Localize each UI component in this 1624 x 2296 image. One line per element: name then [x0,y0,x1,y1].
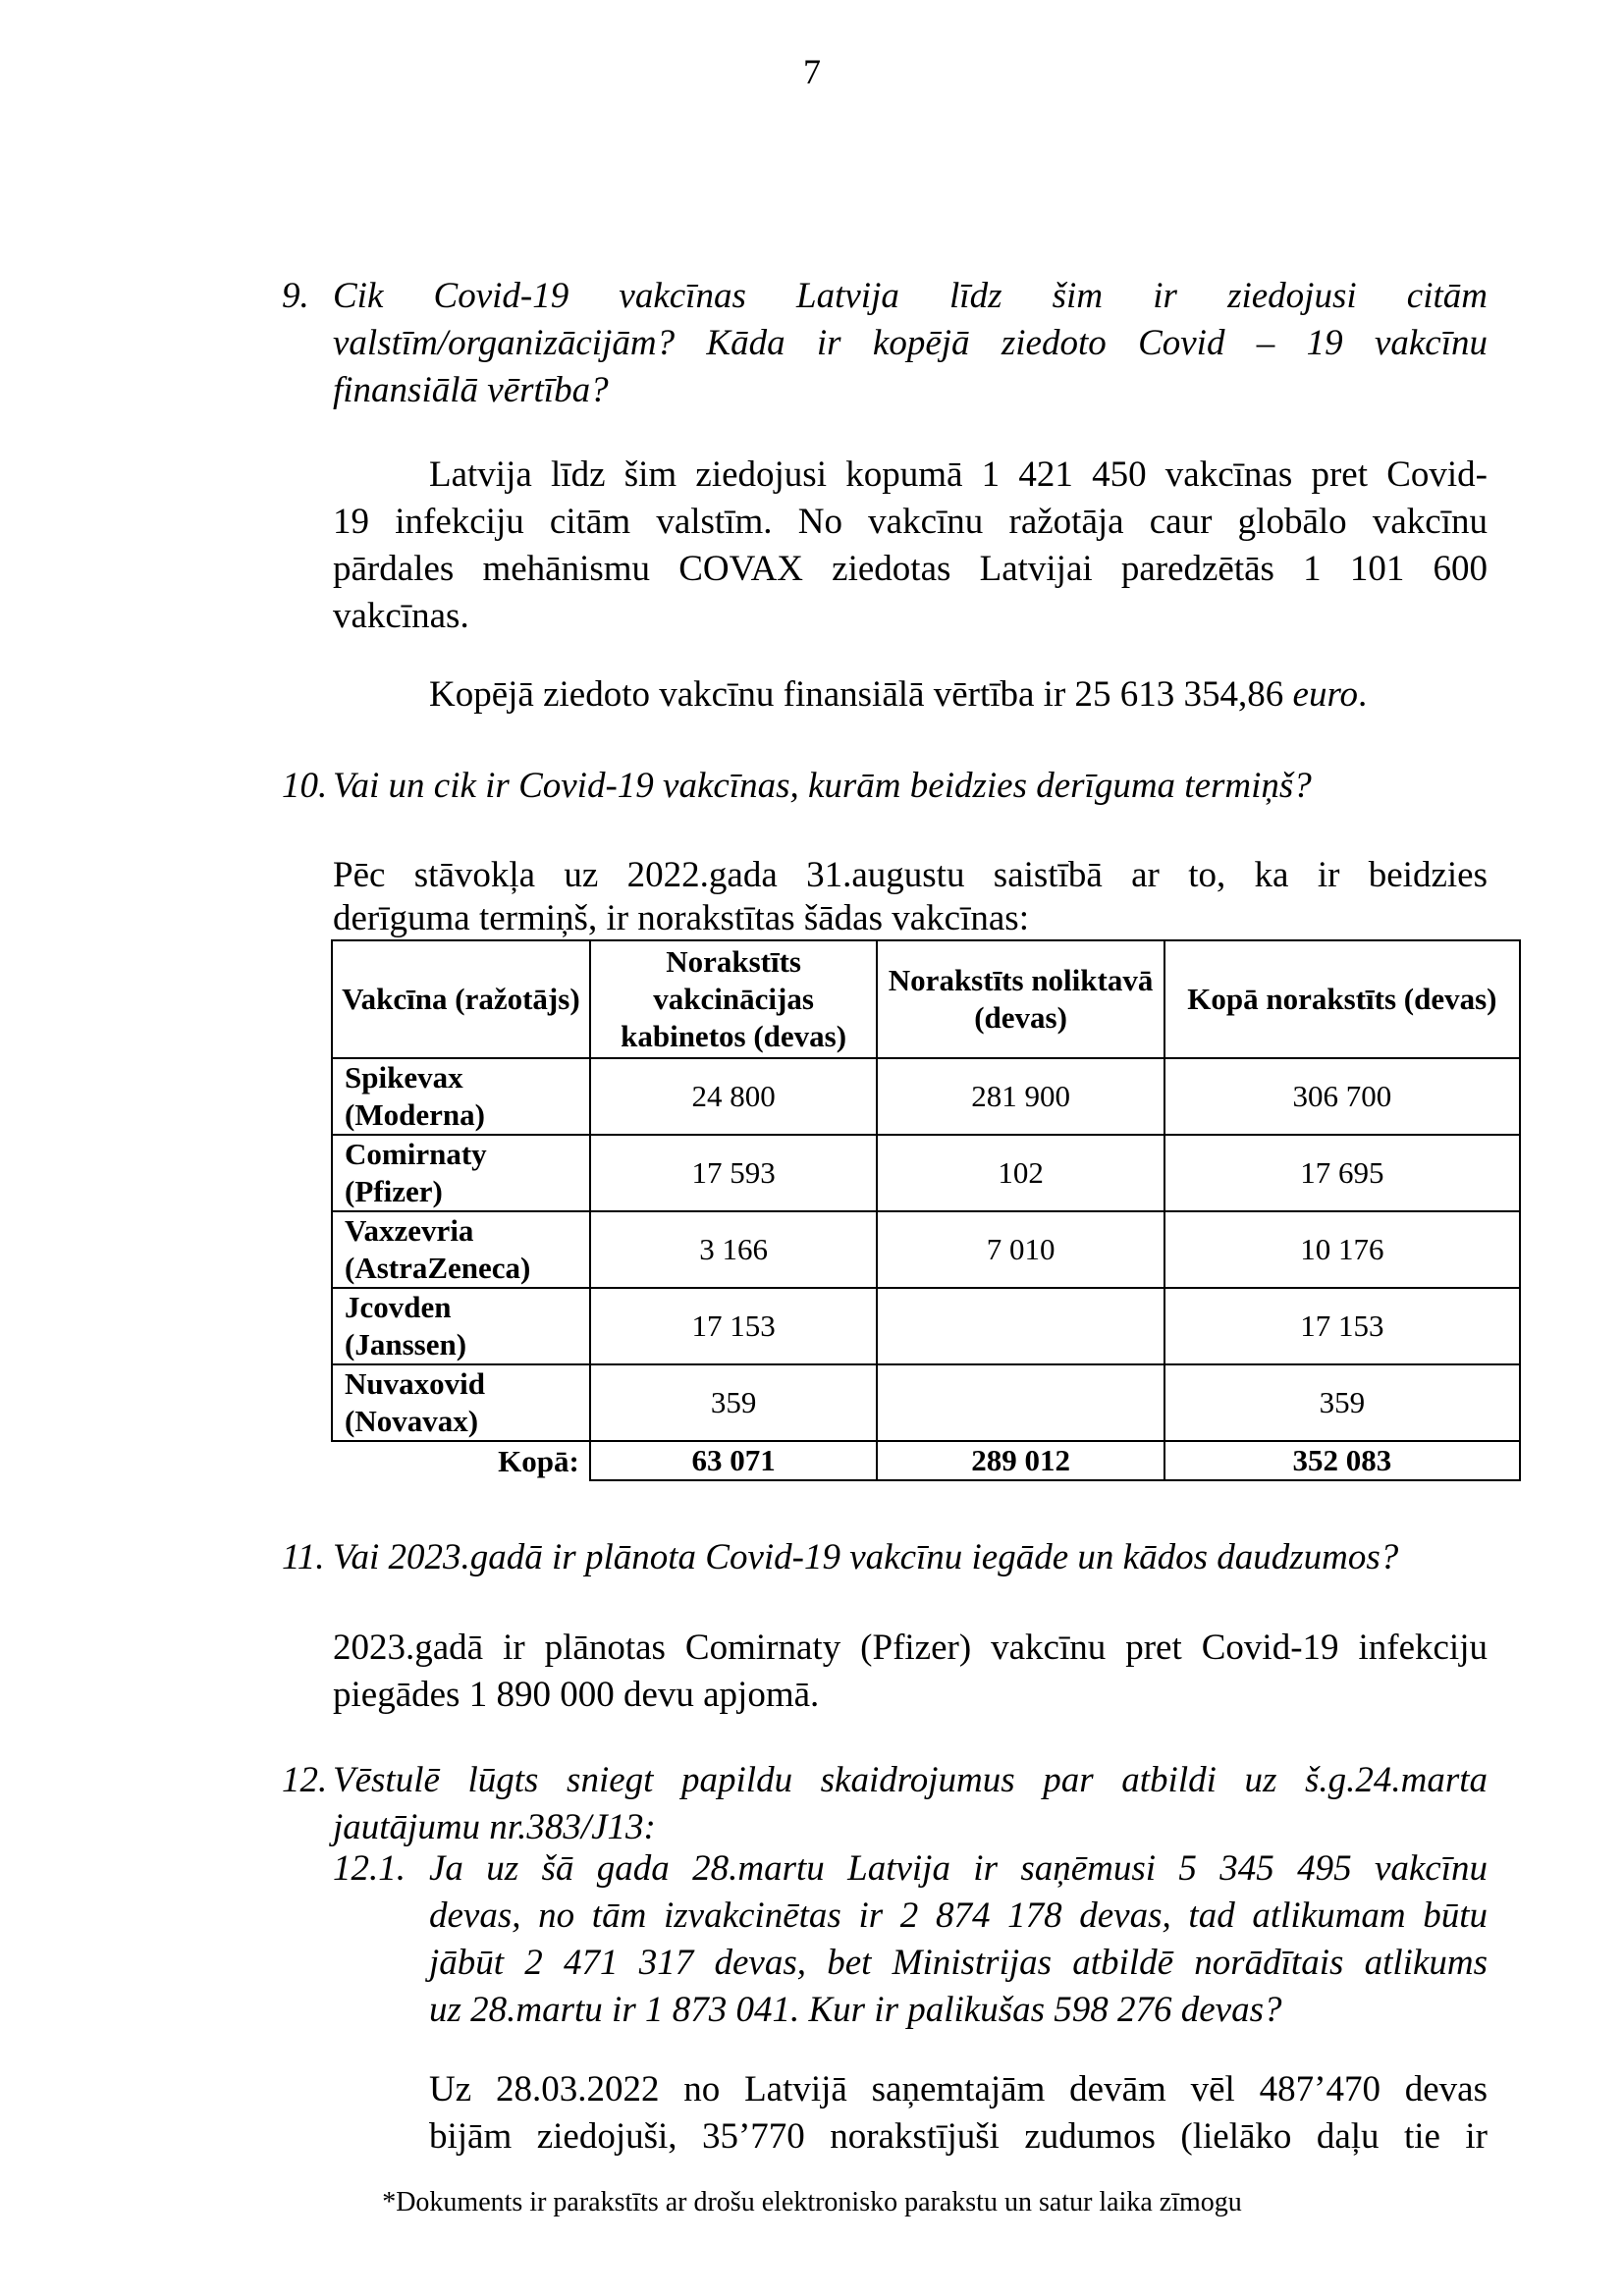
vaccine-name: Jcovden (Janssen) [332,1288,590,1364]
answer-line: piegādes 1 890 000 devu apjomā. [333,1675,820,1715]
question-text: Vai 2023.gadā ir plānota Covid-19 vakcīnu iegāde un kādos daudzumos? [333,1537,1399,1577]
total-total: 352 083 [1164,1441,1520,1480]
question-number: 9. [282,276,309,316]
answer-9-paragraph-1 [333,452,1488,640]
question-text: Vai un cik ir Covid-19 vakcīnas, kurām beidzies derīguma termiņš? [333,766,1312,806]
answer-10-intro [333,852,1488,938]
answer-line: Pēc stāvokļa uz 2022.gada 31.augustu saistībā ar to, ka ir beidzies [333,855,1488,895]
vaccine-name: Spikevax (Moderna) [332,1058,590,1135]
answer-line: 19 infekciju citām valstīm. No vakcīnu ražotāja caur globālo vakcīnu [333,502,1488,542]
question-line: devas, no tām izvakcinētas ir 2 874 178 devas, tad atlikumam būtu [429,1896,1488,1936]
question-number: 12. [282,1760,328,1800]
header-cabinets: Norakstīts vakcinācijas kabinetos (devas) [590,940,878,1058]
question-12 [282,1757,1488,1851]
cabinets-value: 3 166 [590,1211,878,1288]
total-value: 17 153 [1164,1288,1520,1364]
warehouse-value: 7 010 [877,1211,1164,1288]
total-warehouse: 289 012 [877,1441,1164,1480]
question-number: 11. [282,1537,325,1577]
question-number: 12.1. [333,1848,406,1889]
answer-line: bijām ziedojuši, 35’770 norakstījuši zudumos (lielāko daļu tie ir [429,2116,1488,2157]
question-line: finansiālā vērtība? [333,370,609,410]
cabinets-value: 17 593 [590,1135,878,1211]
question-12-1 [333,1845,1488,2034]
table-total-row [332,1441,1520,1480]
question-line: jābūt 2 471 317 devas, bet Ministrijas atbildē norādītais atlikums [429,1943,1488,1983]
answer-9-paragraph-2 [429,671,1488,719]
table-header-row [332,940,1520,1058]
answer-line: Latvija līdz šim ziedojusi kopumā 1 421 450 vakcīnas pret Covid- [429,454,1488,495]
footnote: *Dokuments ir parakstīts ar drošu elektronisko parakstu un satur laika zīmogu [382,2187,1242,2217]
vaccine-name: Vaxzevria (AstraZeneca) [332,1211,590,1288]
answer-line: 2023.gadā ir plānotas Comirnaty (Pfizer) vakcīnu pret Covid-19 infekciju [333,1628,1488,1668]
total-cabinets: 63 071 [590,1441,878,1480]
header-total: Kopā norakstīts (devas) [1164,940,1520,1058]
question-11 [282,1534,1488,1581]
question-line: Vēstulē lūgts sniegt papildu skaidrojumus par atbildi uz š.g.24.marta [333,1760,1488,1800]
page-number: 7 [803,52,821,91]
answer-11 [333,1625,1488,1719]
table-row [332,1058,1520,1135]
answer-line: vakcīnas. [333,596,469,636]
answer-12-1 [429,2066,1488,2161]
question-line: valstīm/organizācijām? Kāda ir kopējā ziedoto Covid – 19 vakcīnu [333,323,1488,363]
question-number: 10. [282,766,328,806]
question-10 [282,763,1488,810]
cabinets-value: 359 [590,1364,878,1441]
cabinets-value: 24 800 [590,1058,878,1135]
currency-text: euro [1292,674,1358,715]
header-vaccine: Vakcīna (ražotājs) [332,940,590,1058]
answer-line: derīguma termiņš, ir norakstītas šādas vakcīnas: [333,898,1029,938]
vaccine-writeoff-table [331,939,1521,1481]
table-row [332,1288,1520,1364]
table-row [332,1364,1520,1441]
table-row [332,1211,1520,1288]
question-line: jautājumu nr.383/J13: [333,1807,656,1847]
total-value: 306 700 [1164,1058,1520,1135]
warehouse-value [877,1364,1164,1441]
total-value: 10 176 [1164,1211,1520,1288]
vaccine-name: Nuvaxovid (Novavax) [332,1364,590,1441]
question-line: Cik Covid-19 vakcīnas Latvija līdz šim ir ziedojusi citām [333,276,1488,316]
value-text: Kopējā ziedoto vakcīnu finansiālā vērtība ir 25 613 354,86 [429,674,1293,715]
vaccine-name: Comirnaty (Pfizer) [332,1135,590,1211]
total-value: 17 695 [1164,1135,1520,1211]
warehouse-value: 281 900 [877,1058,1164,1135]
cabinets-value: 17 153 [590,1288,878,1364]
warehouse-value [877,1288,1164,1364]
table-row [332,1135,1520,1211]
warehouse-value: 102 [877,1135,1164,1211]
period: . [1357,674,1368,715]
question-line: Ja uz šā gada 28.martu Latvija ir saņēmusi 5 345 495 vakcīnu [429,1848,1488,1889]
answer-line: Uz 28.03.2022 no Latvijā saņemtajām devām vēl 487’470 devas [429,2069,1488,2109]
question-line: uz 28.martu ir 1 873 041. Kur ir palikušas 598 276 devas? [429,1990,1282,2030]
total-value: 359 [1164,1364,1520,1441]
header-warehouse: Norakstīts noliktavā (devas) [877,940,1164,1058]
answer-line: pārdales mehānismu COVAX ziedotas Latvijai paredzētās 1 101 600 [333,549,1488,589]
total-label: Kopā: [498,1443,579,1478]
question-9 [282,273,1488,414]
